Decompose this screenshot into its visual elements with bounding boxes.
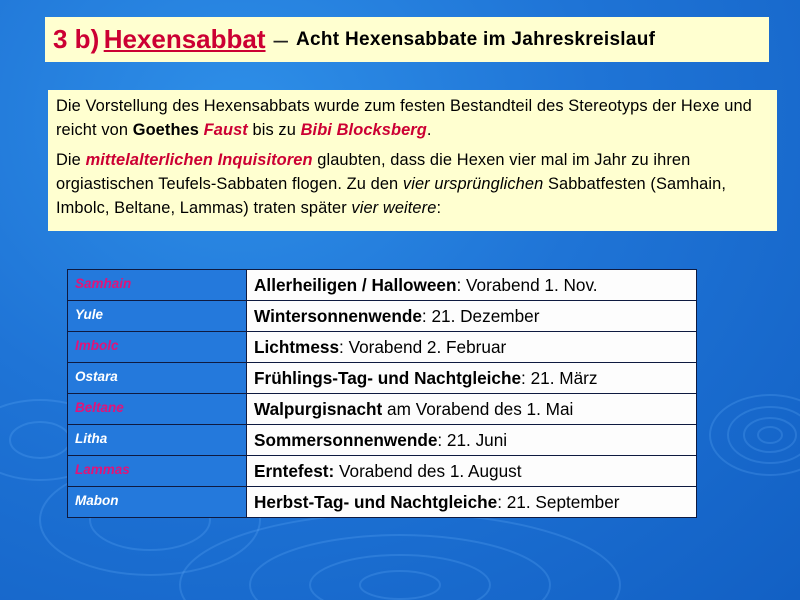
intro-text: Die Vorstellung des Hexensabbats wurde zum festen Bestandteil des Stereotyps der Hexe und reicht von	[56, 97, 752, 139]
table-row	[68, 487, 697, 518]
intro-text: Die	[56, 151, 86, 169]
sabbat-description	[247, 394, 697, 425]
festival-date: : Vorabend 1. Nov.	[456, 274, 598, 295]
festival-date: : 21. September	[497, 491, 620, 512]
festival-name: Sommersonnenwende	[254, 429, 438, 450]
sabbat-description	[247, 270, 697, 301]
sabbat-description	[247, 363, 697, 394]
sabbat-name: Samhain	[68, 270, 247, 301]
festival-date: am Vorabend des 1. Mai	[382, 398, 574, 419]
festival-name: Erntefest:	[254, 460, 335, 481]
sabbat-description	[247, 425, 697, 456]
intro-text: glaubten, dass die Hexen vier mal im Jahr zu ihren orgiastischen Teufels-Sabbaten flogen. Zu den	[56, 151, 691, 193]
festival-date: : Vorabend 2. Februar	[339, 336, 507, 357]
sabbat-name: Litha	[68, 425, 247, 456]
sabbat-description	[247, 487, 697, 518]
intro-paragraph-1	[56, 94, 769, 142]
sabbat-name: Yule	[68, 301, 247, 332]
festival-name: Walpurgisnacht	[254, 398, 383, 419]
festival-name: Herbst-Tag- und Nachtgleiche	[254, 491, 498, 512]
inquisitoren-text: mittelalterlichen Inquisitoren	[85, 151, 313, 169]
intro-paragraph-2	[56, 148, 769, 220]
table-row	[68, 425, 697, 456]
sabbat-name: Mabon	[68, 487, 247, 518]
table-row	[68, 332, 697, 363]
table-row	[68, 270, 697, 301]
intro-text: bis zu	[247, 121, 301, 139]
festival-date: : 21. Juni	[437, 429, 508, 450]
intro-text: :	[436, 199, 442, 217]
table-row	[68, 456, 697, 487]
sabbat-table	[67, 269, 697, 518]
goethe-text: Goethes	[132, 121, 199, 139]
sabbat-name: Imbolc	[68, 332, 247, 363]
festival-date: Vorabend des 1. August	[334, 460, 522, 481]
intro-text-box	[48, 90, 777, 231]
festival-date: : 21. März	[521, 367, 598, 388]
vier-weitere-text: vier weitere	[351, 199, 437, 217]
sabbat-description	[247, 301, 697, 332]
sabbat-name: Lammas	[68, 456, 247, 487]
festival-name: Allerheiligen / Halloween	[254, 274, 457, 295]
table-row	[68, 363, 697, 394]
festival-name: Frühlings-Tag- und Nachtgleiche	[254, 367, 522, 388]
title-number: 3 b)	[53, 24, 100, 54]
faust-text: Faust	[203, 121, 248, 139]
sabbat-description	[247, 332, 697, 363]
festival-date: : 21. Dezember	[421, 305, 540, 326]
sabbat-name: Ostara	[68, 363, 247, 394]
hexensabbat-link[interactable]: Hexensabbat	[103, 24, 266, 54]
intro-text: .	[426, 121, 432, 139]
slide-title	[45, 17, 769, 62]
title-subtitle: Acht Hexensabbate im Jahreskreislauf	[296, 28, 656, 50]
vier-urspruenglichen-text: vier ursprünglichen	[402, 175, 544, 193]
sabbat-description	[247, 456, 697, 487]
sabbat-name: Beltane	[68, 394, 247, 425]
festival-name: Wintersonnenwende	[254, 305, 422, 326]
table-row	[68, 301, 697, 332]
table-row	[68, 394, 697, 425]
title-dash: –	[273, 24, 288, 54]
bibi-blocksberg-text: Bibi Blocksberg	[300, 121, 427, 139]
intro-text: Sabbatfesten (Samhain, Imbolc, Beltane, Lammas) traten später	[56, 175, 727, 217]
festival-name: Lichtmess	[254, 336, 340, 357]
